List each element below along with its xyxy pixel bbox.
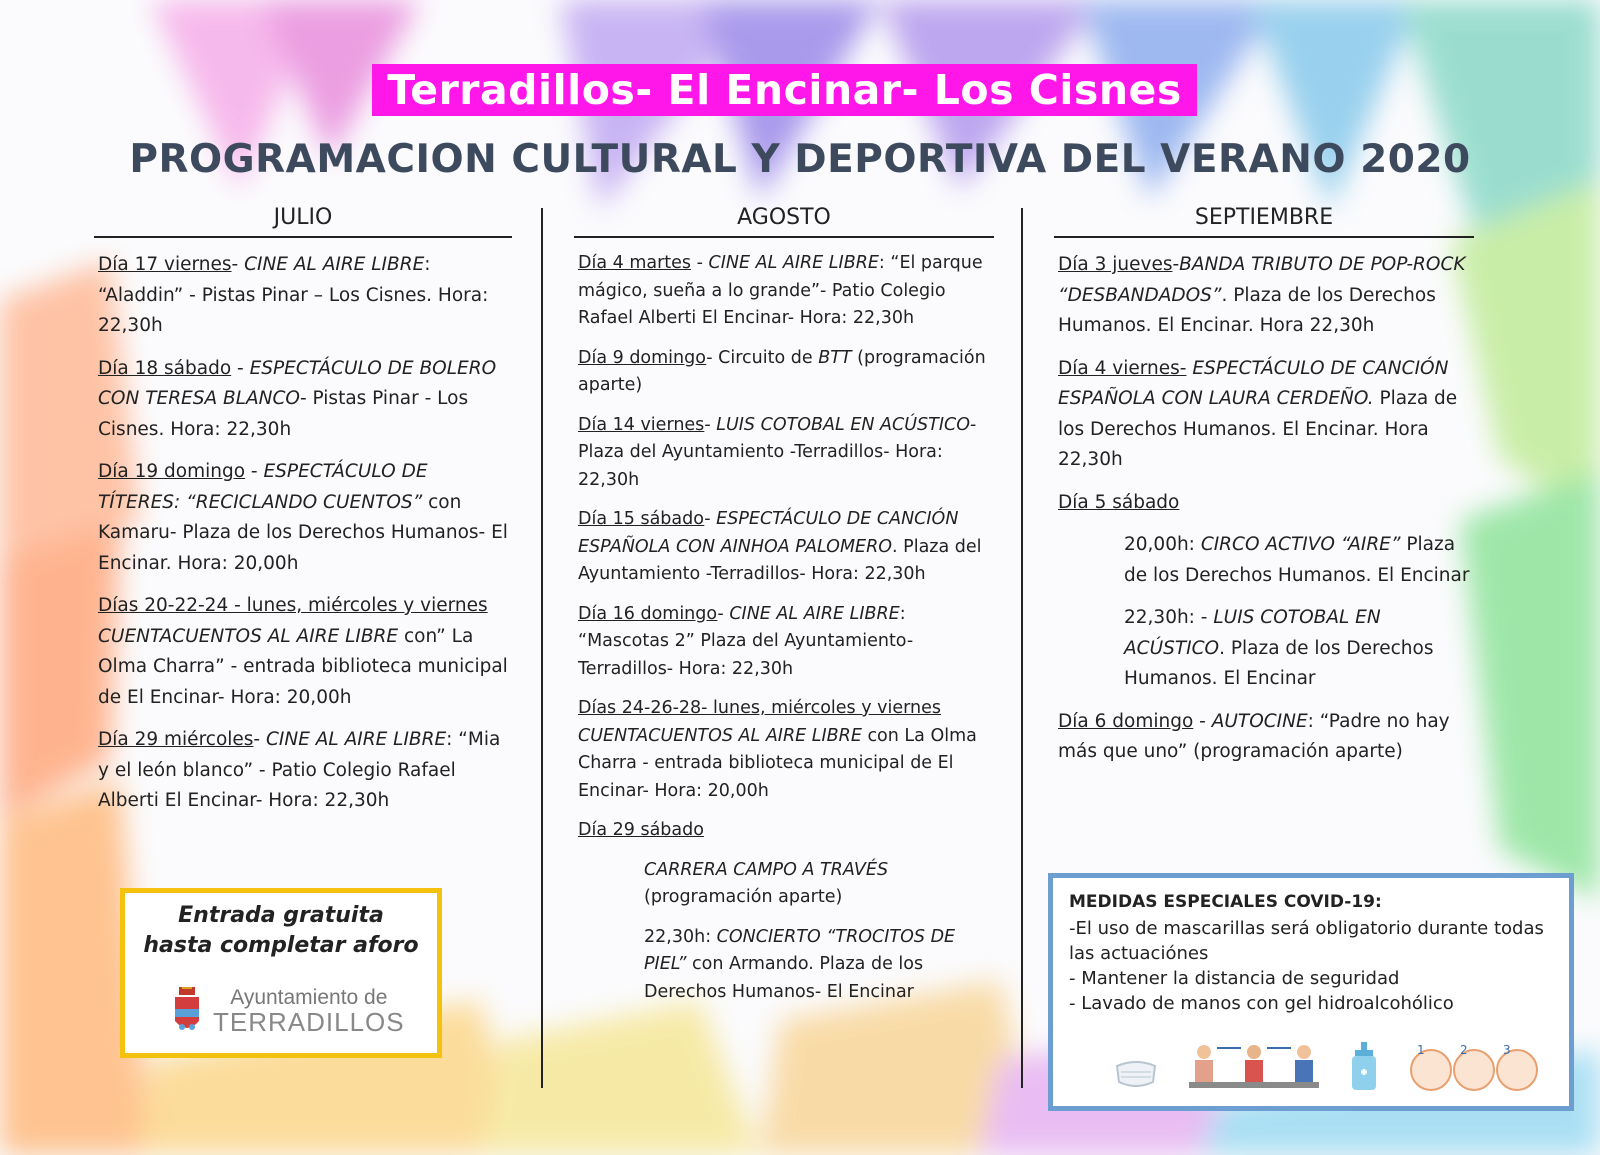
event-date: Día 9 domingo	[578, 347, 707, 368]
event-separator: -	[231, 357, 250, 379]
column-heading-julio: JULIO	[94, 205, 512, 238]
event-details: (programación aparte)	[644, 887, 843, 907]
event-date: Día 14 viernes	[578, 414, 705, 435]
handwash-icon	[1409, 1042, 1539, 1092]
event-title: CUENTACUENTOS AL AIRE LIBRE	[578, 725, 862, 746]
event-item	[578, 412, 994, 495]
event-subitem	[644, 924, 994, 1007]
event-time: 22,30h: -	[1124, 607, 1214, 628]
event-title: CINE AL AIRE LIBRE	[729, 603, 900, 624]
event-title: CINE AL AIRE LIBRE	[244, 254, 425, 275]
event-item	[98, 591, 512, 713]
event-item	[1058, 707, 1474, 768]
event-separator: - Circuito de	[706, 347, 819, 368]
event-date: Día 6 domingo	[1058, 710, 1194, 732]
event-date: Día 4 viernes-	[1058, 357, 1187, 379]
event-separator: -	[231, 254, 245, 275]
event-item	[578, 345, 994, 400]
event-date: Días 24-26-28- lunes, miércoles y viernes	[578, 698, 941, 718]
event-date: Día 19 domingo	[98, 461, 246, 482]
event-details: - Pistas Pinar - Los Cisnes. Hora: 22,30h	[98, 388, 469, 440]
column-julio	[94, 205, 512, 829]
svg-text:2: 2	[1460, 1043, 1468, 1057]
gel-icon	[1349, 1042, 1379, 1092]
covid-measures-box	[1048, 873, 1574, 1111]
event-details: (programación aparte)	[578, 347, 986, 395]
logo-line2: TERRADILLOS	[213, 1007, 405, 1037]
event-item	[1058, 488, 1474, 519]
event-details: : “Mascotas 2” Plaza del Ayuntamiento- Terradillos- Hora: 22,30h	[578, 603, 914, 679]
event-details: - Plaza del Ayuntamiento -Terradillos- Hora: 22,30h	[578, 414, 977, 490]
event-title: ESPECTÁCULO DE BOLERO CON TERESA BLANCO	[98, 357, 497, 409]
event-item	[98, 725, 512, 817]
event-separator: -	[245, 461, 264, 482]
event-item	[578, 601, 994, 684]
event-details: . Plaza del Ayuntamiento -Terradillos- Hora: 22,30h	[578, 536, 982, 584]
distance-icon	[1189, 1042, 1319, 1092]
event-details: . Plaza de los Derechos Humanos. El Encinar. Hora 22,30h	[1058, 284, 1436, 336]
event-subitem	[644, 857, 994, 912]
event-title: CIRCO ACTIVO “AIRE”	[1200, 534, 1401, 555]
event-details: con La Olma Charra - entrada biblioteca municipal de El Encinar- Hora: 20,00h	[578, 725, 977, 801]
event-date: Día 15 sábado	[578, 509, 705, 529]
event-title: AUTOCINE	[1211, 710, 1308, 732]
page-title: Terradillos- El Encinar- Los Cisnes	[372, 64, 1197, 116]
logo-line1: Ayuntamiento de	[230, 986, 388, 1009]
event-item	[1058, 354, 1474, 476]
covid-icons	[1113, 1042, 1539, 1092]
event-item	[1058, 250, 1474, 342]
event-subitem	[1124, 603, 1474, 695]
shield-icon	[173, 987, 201, 1035]
event-details: : “Mia y el león blanco” - Patio Colegio Rafael Alberti El Encinar- Hora: 22,30h	[98, 729, 501, 811]
column-heading-septiembre: SEPTIEMBRE	[1054, 205, 1474, 238]
event-separator: -	[1193, 710, 1212, 732]
column-divider	[541, 208, 543, 1088]
event-date: Día 17 viernes	[98, 254, 232, 275]
event-date: Día 29 sábado	[578, 820, 704, 840]
event-title: CONCIERTO “TROCITOS DE PIEL”	[644, 926, 956, 974]
event-item	[578, 250, 994, 333]
event-date: Día 3 jueves	[1058, 254, 1173, 275]
column-divider	[1021, 208, 1023, 1088]
svg-text:1: 1	[1417, 1043, 1425, 1057]
free-entry-box	[120, 888, 442, 1058]
event-date: Día 16 domingo	[578, 603, 718, 624]
event-title: CARRERA CAMPO A TRAVÉS	[644, 859, 889, 880]
event-separator: -	[704, 509, 717, 529]
event-title: LUIS COTOBAL EN ACÚSTICO	[716, 414, 971, 435]
event-separator: -	[253, 729, 266, 750]
event-date: Días 20-22-24 - lunes, miércoles y viernes	[98, 595, 488, 616]
program-subtitle: PROGRAMACION CULTURAL Y DEPORTIVA DEL VERANO 2020	[129, 137, 1471, 182]
event-date: Día 29 miércoles	[98, 729, 254, 750]
event-details: con Armando. Plaza de los Derechos Humanos- El Encinar	[644, 954, 924, 1002]
event-details: : “Aladdin” - Pistas Pinar – Los Cisnes. Hora: 22,30h	[98, 254, 489, 336]
event-title: LUIS COTOBAL EN ACÚSTICO	[1124, 607, 1381, 659]
event-separator: -	[704, 414, 717, 435]
column-heading-agosto: AGOSTO	[574, 205, 994, 238]
town-logo	[173, 987, 405, 1035]
covid-measure: - Mantener la distancia de seguridad	[1069, 968, 1400, 989]
event-details: con Kamaru- Plaza de los Derechos Humanos- El Encinar. Hora: 20,00h	[98, 491, 508, 574]
event-separator: -	[691, 253, 709, 273]
mask-icon	[1113, 1056, 1159, 1092]
event-subitem	[1124, 530, 1474, 591]
event-time: 20,00h:	[1124, 534, 1201, 555]
event-item	[98, 250, 512, 342]
event-date: Día 18 sábado	[98, 357, 232, 379]
event-item	[578, 506, 994, 589]
covid-title: MEDIDAS ESPECIALES COVID-19:	[1069, 892, 1382, 912]
event-separator: -	[717, 603, 730, 624]
event-time: 22,30h:	[644, 926, 717, 947]
covid-measure: - Lavado de manos con gel hidroalcohólico	[1069, 993, 1454, 1014]
event-details: : “El parque mágico, sueña a lo grande”- Patio Colegio Rafael Alberti El Encinar- Hora: 22,30h	[578, 253, 983, 328]
event-title: CINE AL AIRE LIBRE	[708, 253, 879, 273]
event-item	[98, 354, 512, 446]
event-details: : “Padre no hay más que uno” (programación aparte)	[1058, 710, 1450, 762]
event-item	[98, 457, 512, 579]
event-details: Plaza de los Derechos Humanos. El Encinar	[1124, 534, 1470, 586]
column-agosto	[574, 205, 994, 1018]
event-title: BTT	[818, 347, 852, 368]
event-date: Día 4 martes	[578, 253, 692, 273]
event-details: . Plaza de los Derechos Humanos. El Encinar	[1124, 637, 1434, 689]
event-title: BANDA TRIBUTO DE POP-ROCK “DESBANDADOS”	[1058, 254, 1466, 306]
event-details: con” La Olma Charra” - entrada biblioteca municipal de El Encinar- Hora: 20,00h	[98, 625, 508, 708]
event-title: CUENTACUENTOS AL AIRE LIBRE	[98, 625, 399, 647]
svg-text:3: 3	[1503, 1043, 1511, 1057]
event-separator: -	[1172, 254, 1180, 275]
free-entry-text: Entrada gratuita hasta completar aforo	[143, 903, 419, 958]
column-septiembre	[1054, 205, 1474, 780]
event-title: ESPECTÁCULO DE CANCIÓN ESPAÑOLA CON AINHOA PALOMERO	[578, 509, 959, 557]
event-date: Día 5 sábado	[1058, 491, 1180, 513]
event-item	[578, 695, 994, 805]
event-item	[578, 817, 994, 845]
event-title: ESPECTÁCULO DE CANCIÓN ESPAÑOLA CON LAURA CERDEÑO.	[1058, 357, 1449, 409]
covid-measure: -El uso de mascarillas será obligatorio durante todas las actuaciónes	[1069, 918, 1544, 964]
event-title: ESPECTÁCULO DE TÍTERES: “RECICLANDO CUENTOS”	[98, 461, 428, 513]
event-title: CINE AL AIRE LIBRE	[265, 729, 447, 750]
event-details: Plaza de los Derechos Humanos. El Encinar. Hora 22,30h	[1058, 388, 1458, 470]
